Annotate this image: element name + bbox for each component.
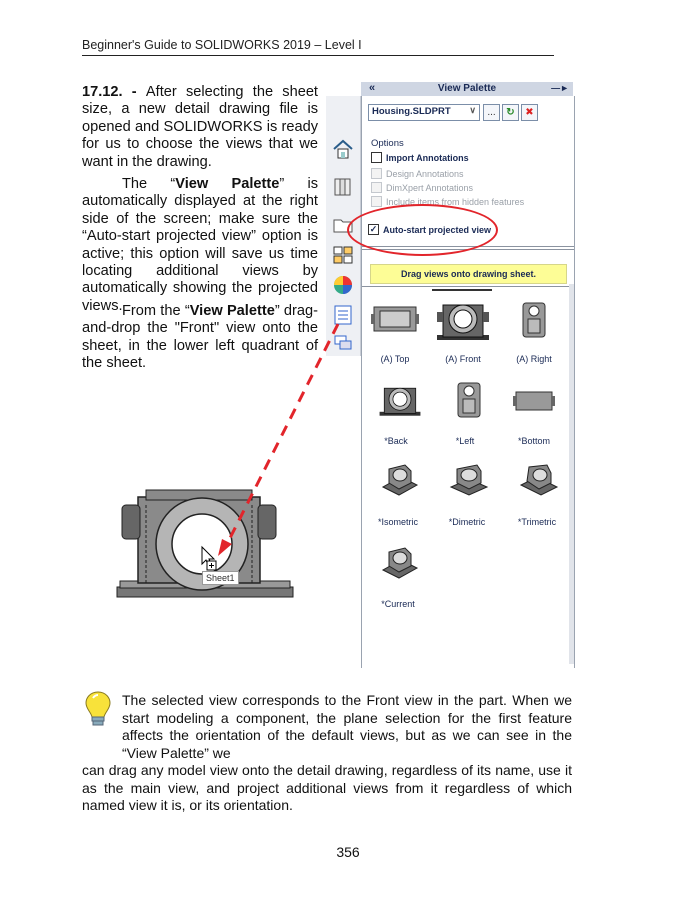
view-label: (A) Top [380,354,410,364]
document-dropdown[interactable] [368,104,480,121]
appearances-icon[interactable] [331,274,355,296]
dimxpert-annotations-option [371,182,473,193]
separator [362,286,574,287]
design-annotations-label: Design Annotations [386,168,464,179]
step-dash: - [122,84,146,100]
step-text: After selecting the sheet size, a new detail drawing file is opened and SOLIDWORKS is ready for us to choose the views that we want in the drawing. [82,84,318,170]
running-header: Beginner's Guide to SOLIDWORKS 2019 – Level I [82,38,362,52]
pin-icon[interactable]: —► [551,83,569,93]
browse-button[interactable]: ... [483,104,500,121]
panel-title: View Palette [437,83,497,94]
dimxpert-annotations-label: DimXpert Annotations [386,182,474,193]
drag-hint-bar: Drag views onto drawing sheet. [370,264,567,284]
include-hidden-checkbox [371,196,382,207]
chevron-down-icon: ∨ [469,105,476,115]
view-label: *Bottom [517,436,550,446]
include-hidden-label: Include items from hidden features [386,196,525,207]
page-number: 356 [336,844,360,860]
sheet-tooltip: Sheet1 [202,571,239,585]
p3-bold: View Palette [189,303,275,319]
right-view-thumbnail[interactable] [519,299,549,341]
clear-icon[interactable]: ✖ [521,104,538,121]
collapse-icon[interactable]: « [369,82,376,94]
design-annotations-option [371,168,464,179]
trimetric-view-thumbnail[interactable] [517,459,561,503]
import-annotations-option[interactable] [371,152,469,163]
design-library-icon[interactable] [331,176,355,198]
p3-text-a: From the “ [122,303,190,319]
drawing-illustration [110,300,470,610]
view-label: *Dimetric [448,517,486,527]
bottom-view-thumbnail[interactable] [512,386,556,416]
view-label: *Current [381,599,415,609]
tip-paragraph [82,692,572,815]
options-heading: Options [371,138,404,149]
view-palette-paragraph [82,176,318,315]
p3-text-c: ” drag-and-drop the "Front" view onto the sheet, in the lower left quadrant of the sheet. [82,303,318,372]
auto-start-label: Auto-start projected view [383,224,492,235]
tip-line1: The selected view corresponds to the Front view in the part. When we start modeling a component, the plane selection for the first feature affects the orientation of the default views, but as we can see in the “View Palette” we [122,692,572,761]
home-icon[interactable] [331,138,355,160]
design-annotations-checkbox [371,168,382,179]
import-annotations-checkbox[interactable] [371,152,382,163]
import-annotations-label: Import Annotations [386,152,469,163]
view-label: (A) Right [516,354,552,364]
p2-text-a: The “ [122,176,176,192]
p2-text-c: ” is automatically displayed at the right side of the screen; make sure the “Auto-start projected view” option is active; this option will save us time locating additional views by automatically showing the projected views. [82,176,318,314]
panel-titlebar [361,82,573,96]
step-number: 17.12. [82,84,123,100]
tip-rest: can drag any model view onto the detail drawing, regardless of its name, use it as the main view, and project additional views from it regardless of which named view it is, or its orientation. [82,762,572,813]
splitter-handle[interactable] [432,289,492,291]
dimxpert-annotations-checkbox [371,182,382,193]
p2-bold: View Palette [175,176,280,192]
highlight-ellipse [347,204,498,256]
auto-start-checkbox[interactable]: ✓ [369,224,378,234]
step-paragraph [82,84,318,171]
view-palette-tab-icon[interactable] [331,244,355,266]
view-label: *Back [384,436,408,446]
view-label: *Isometric [377,517,418,527]
scrollbar[interactable] [569,284,574,664]
view-label: *Left [455,436,475,446]
document-name: Housing.SLDPRT [372,106,451,117]
view-label: *Trimetric [517,517,557,527]
header-rule [82,55,554,56]
drag-arrow-line [226,324,338,546]
refresh-icon[interactable]: ↻ [502,104,519,121]
view-label: (A) Front [445,354,481,364]
